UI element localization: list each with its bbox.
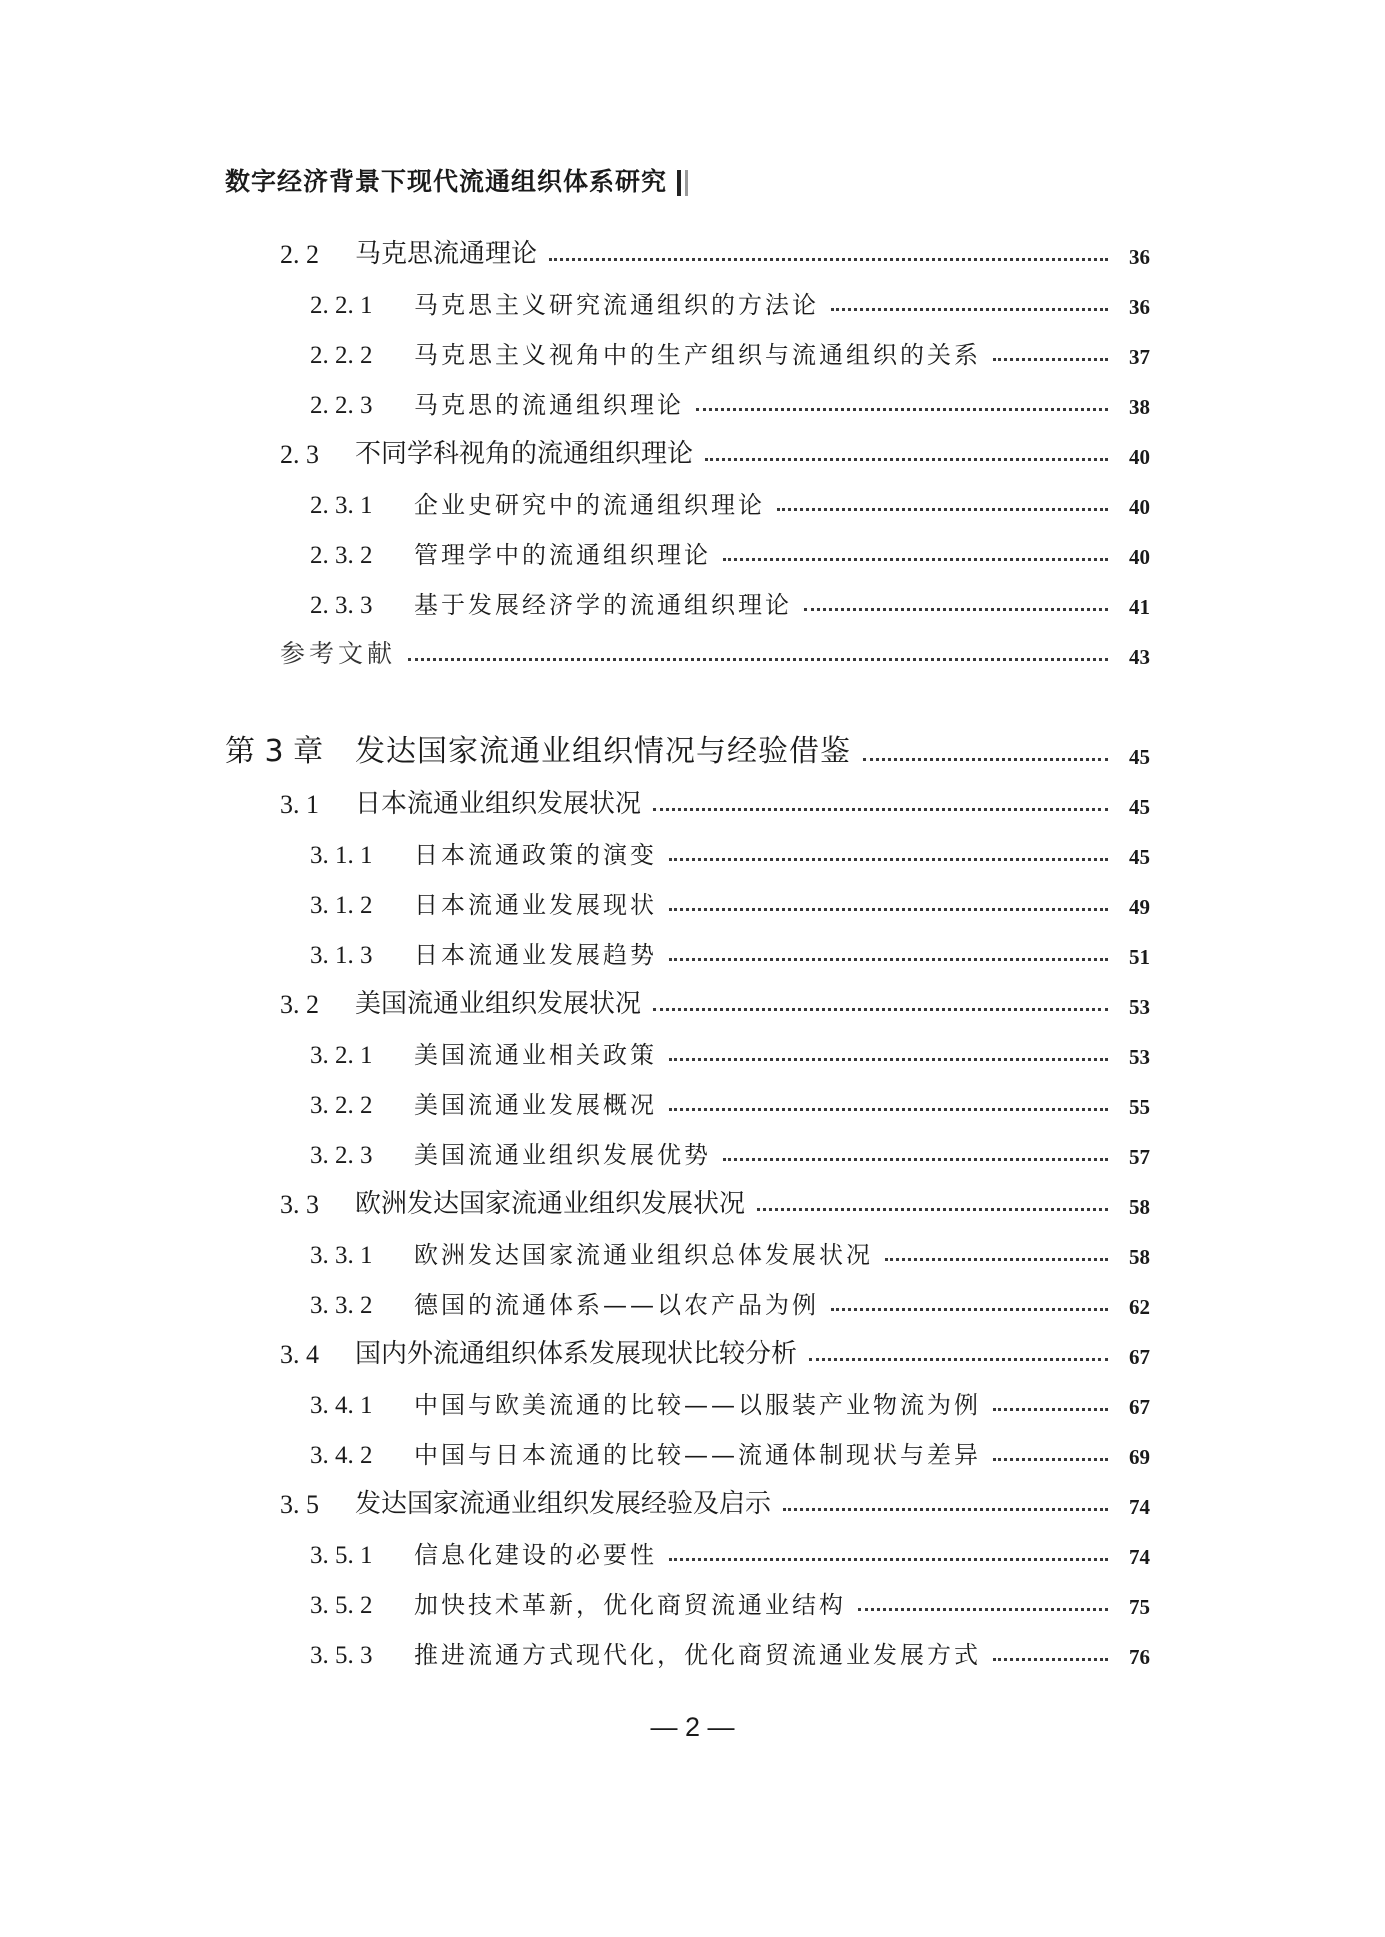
toc-entry-number: 3. 5. 1 <box>310 1542 373 1569</box>
toc-entry[interactable] <box>280 980 1150 1020</box>
toc-entry[interactable] <box>310 830 1150 870</box>
toc-entry-page: 45 <box>1129 845 1150 869</box>
toc-entry-number: 3. 1. 1 <box>310 842 373 869</box>
toc-entry-page: 58 <box>1129 1195 1150 1219</box>
toc-entry-page: 43 <box>1129 645 1150 669</box>
toc-entry[interactable] <box>310 1130 1150 1170</box>
toc-entry-title: 马克思主义视角中的生产组织与流通组织的关系 <box>414 341 981 369</box>
toc-entry[interactable] <box>310 1630 1150 1670</box>
toc-entry[interactable] <box>280 630 1150 670</box>
toc-dot-leader <box>863 758 1108 761</box>
toc-entry-page: 55 <box>1129 1095 1150 1119</box>
toc-entry-title: 马克思主义研究流通组织的方法论 <box>414 291 819 319</box>
toc-entry-title: 推进流通方式现代化，优化商贸流通业发展方式 <box>414 1641 981 1669</box>
toc-dot-leader <box>831 1308 1108 1311</box>
toc-entry-number: 2. 2 <box>280 240 319 269</box>
toc-entry-title: 发达国家流通业组织发展经验及启示 <box>355 1489 772 1519</box>
toc-entry-number: 2. 2. 2 <box>310 342 373 369</box>
toc-entry-number: 3. 4. 1 <box>310 1392 373 1419</box>
toc-entry-page: 69 <box>1129 1445 1150 1469</box>
toc-entry[interactable] <box>310 1380 1150 1420</box>
toc-entry-number: 3. 1 <box>280 790 319 819</box>
toc-entry-number: 3. 3 <box>280 1190 319 1219</box>
toc-entry-page: 53 <box>1129 1045 1150 1069</box>
toc-entry-number: 2. 2. 1 <box>310 292 373 319</box>
toc-entry-page: 40 <box>1129 545 1150 569</box>
toc-entry-number: 3. 4 <box>280 1340 319 1369</box>
toc-entry-title: 日本流通政策的演变 <box>414 841 657 869</box>
toc-entry-page: 51 <box>1129 945 1150 969</box>
toc-entry-page: 74 <box>1129 1495 1150 1519</box>
toc-dot-leader <box>669 958 1108 961</box>
toc-dot-leader <box>669 908 1108 911</box>
toc-entry-page: 75 <box>1129 1595 1150 1619</box>
toc-dot-leader <box>831 308 1108 311</box>
toc-entry[interactable] <box>310 480 1150 520</box>
toc-entry-number: 2. 3 <box>280 440 319 469</box>
toc-entry[interactable] <box>310 330 1150 370</box>
toc-entry-page: 74 <box>1129 1545 1150 1569</box>
toc-entry[interactable] <box>280 230 1150 270</box>
toc-entry-number: 3. 2. 2 <box>310 1092 373 1119</box>
toc-entry-number: 3. 3. 1 <box>310 1242 373 1269</box>
toc-entry-page: 67 <box>1129 1345 1150 1369</box>
toc-entry[interactable] <box>310 380 1150 420</box>
toc-entry-page: 67 <box>1129 1395 1150 1419</box>
toc-entry-number: 2. 2. 3 <box>310 392 373 419</box>
toc-entry-title: 中国与欧美流通的比较——以服装产业物流为例 <box>414 1391 981 1419</box>
toc-entry-number: 3. 3. 2 <box>310 1292 373 1319</box>
toc-entry-title: 企业史研究中的流通组织理论 <box>414 491 765 519</box>
toc-entry[interactable] <box>310 580 1150 620</box>
toc-entry-title: 基于发展经济学的流通组织理论 <box>414 591 792 619</box>
toc-entry-page: 38 <box>1129 395 1150 419</box>
toc-entry-number: 2. 3. 2 <box>310 542 373 569</box>
toc-entry-title: 马克思流通理论 <box>355 239 538 269</box>
toc-entry-page: 40 <box>1129 445 1150 469</box>
toc-entry-number: 2. 3. 1 <box>310 492 373 519</box>
toc-dot-leader <box>993 1458 1108 1461</box>
toc-dot-leader <box>757 1208 1108 1211</box>
toc-entry-number: 3. 2. 1 <box>310 1042 373 1069</box>
toc-entry[interactable] <box>310 1080 1150 1120</box>
toc-entry-title: 中国与日本流通的比较——流通体制现状与差异 <box>414 1441 981 1469</box>
toc-entry-page: 45 <box>1129 795 1150 819</box>
toc-dot-leader <box>723 1158 1108 1161</box>
toc-entry[interactable] <box>310 880 1150 920</box>
toc-entry[interactable] <box>280 1330 1150 1370</box>
toc-entry[interactable] <box>280 1480 1150 1520</box>
toc-entry-page: 36 <box>1129 295 1150 319</box>
toc-entry-title: 日本流通业发展趋势 <box>414 941 657 969</box>
toc-entry[interactable] <box>310 930 1150 970</box>
toc-entry-number: 第 3 章 <box>225 734 324 769</box>
toc-dot-leader <box>669 1108 1108 1111</box>
toc-entry-title: 参考文献 <box>280 639 397 668</box>
toc-entry-number: 2. 3. 3 <box>310 592 373 619</box>
toc-dot-leader <box>669 1558 1108 1561</box>
toc-dot-leader <box>669 1058 1108 1061</box>
toc-entry-title: 德国的流通体系——以农产品为例 <box>414 1291 819 1319</box>
toc-entry-title: 美国流通业发展概况 <box>414 1091 657 1119</box>
toc-dot-leader <box>669 858 1108 861</box>
toc-entry[interactable] <box>310 1580 1150 1620</box>
toc-entry[interactable] <box>310 530 1150 570</box>
toc-entry-title: 发达国家流通业组织情况与经验借鉴 <box>355 734 851 769</box>
toc-entry-page: 53 <box>1129 995 1150 1019</box>
toc-dot-leader <box>783 1508 1108 1511</box>
toc-entry[interactable] <box>310 1230 1150 1270</box>
toc-entry-page: 45 <box>1129 745 1150 769</box>
toc-entry-page: 41 <box>1129 595 1150 619</box>
toc-entry-number: 3. 5 <box>280 1490 319 1519</box>
toc-entry-title: 日本流通业发展现状 <box>414 891 657 919</box>
toc-entry[interactable] <box>310 280 1150 320</box>
toc-entry-page: 76 <box>1129 1645 1150 1669</box>
toc-entry-title: 欧洲发达国家流通业组织发展状况 <box>355 1189 746 1219</box>
toc-entry-page: 49 <box>1129 895 1150 919</box>
toc-entry-number: 3. 2 <box>280 990 319 1019</box>
toc-entry-page: 58 <box>1129 1245 1150 1269</box>
toc-dot-leader <box>653 1008 1108 1011</box>
toc-entry-title: 美国流通业组织发展优势 <box>414 1141 711 1169</box>
toc-dot-leader <box>885 1258 1108 1261</box>
toc-entry[interactable] <box>310 1430 1150 1470</box>
toc-entry[interactable] <box>280 780 1150 820</box>
toc-entry-page: 62 <box>1129 1295 1150 1319</box>
toc-entry-page: 36 <box>1129 245 1150 269</box>
toc-dot-leader <box>993 1658 1108 1661</box>
toc-entry-number: 3. 5. 2 <box>310 1592 373 1619</box>
toc-entry-title: 欧洲发达国家流通业组织总体发展状况 <box>414 1241 873 1269</box>
toc-entry-number: 3. 1. 2 <box>310 892 373 919</box>
toc-dot-leader <box>777 508 1108 511</box>
toc-entry-title: 信息化建设的必要性 <box>414 1541 657 1569</box>
toc-entry-page: 40 <box>1129 495 1150 519</box>
toc-entry-number: 3. 2. 3 <box>310 1142 373 1169</box>
toc-entry[interactable] <box>280 430 1150 470</box>
toc-dot-leader <box>858 1608 1108 1611</box>
toc-entry-title: 日本流通业组织发展状况 <box>355 789 642 819</box>
book-title: 数字经济背景下现代流通组织体系研究 <box>225 167 668 196</box>
toc-dot-leader <box>993 1408 1108 1411</box>
toc-entry-title: 不同学科视角的流通组织理论 <box>355 439 694 469</box>
toc-dot-leader <box>809 1358 1108 1361</box>
toc-entry[interactable] <box>310 1530 1150 1570</box>
toc-entry-title: 美国流通业相关政策 <box>414 1041 657 1069</box>
toc-entry-title: 美国流通业组织发展状况 <box>355 989 642 1019</box>
toc-entry[interactable] <box>225 724 1150 770</box>
page-number: — 2 — <box>650 1712 735 1742</box>
toc-entry[interactable] <box>280 1180 1150 1220</box>
toc-dot-leader <box>408 658 1108 661</box>
toc-entry-page: 57 <box>1129 1145 1150 1169</box>
toc-entry-page: 37 <box>1129 345 1150 369</box>
toc-entry-number: 3. 5. 3 <box>310 1642 373 1669</box>
toc-dot-leader <box>696 408 1108 411</box>
toc-entry[interactable] <box>310 1280 1150 1320</box>
toc-dot-leader <box>993 358 1108 361</box>
toc-dot-leader <box>804 608 1108 611</box>
toc-entry-number: 3. 1. 3 <box>310 942 373 969</box>
toc-dot-leader <box>705 458 1108 461</box>
toc-entry-title: 管理学中的流通组织理论 <box>414 541 711 569</box>
toc-dot-leader <box>723 558 1108 561</box>
toc-entry-title: 加快技术革新，优化商贸流通业结构 <box>414 1591 846 1619</box>
toc-entry-title: 马克思的流通组织理论 <box>414 391 684 419</box>
toc-entry-title: 国内外流通组织体系发展现状比较分析 <box>355 1339 798 1369</box>
toc-dot-leader <box>653 808 1108 811</box>
toc-entry[interactable] <box>310 1030 1150 1070</box>
toc-dot-leader <box>549 258 1108 261</box>
toc-entry-number: 3. 4. 2 <box>310 1442 373 1469</box>
